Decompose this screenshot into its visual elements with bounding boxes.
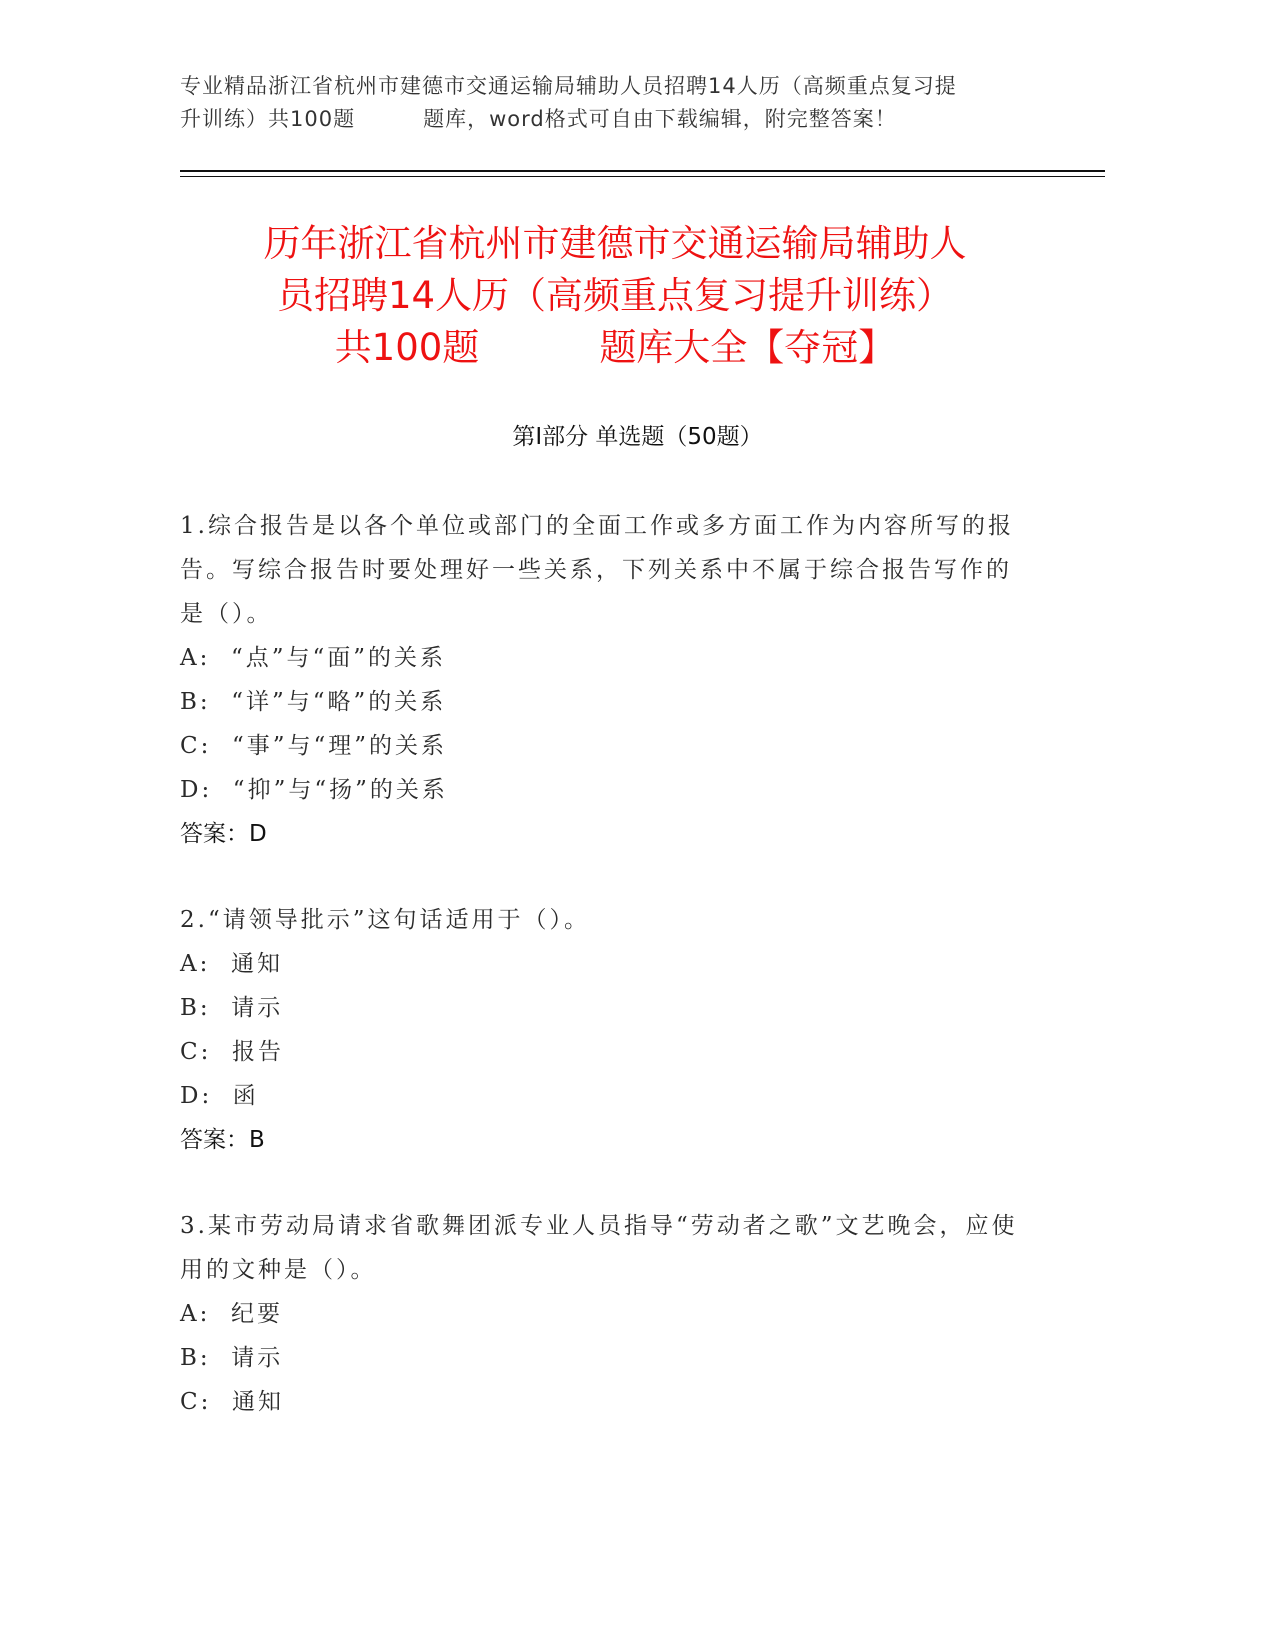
question-answer: 答案：B [180,1127,265,1153]
document-header-note [180,70,1060,136]
document-title [150,218,1080,374]
question-option: C: “事”与“理”的关系 [180,733,448,759]
title-line-1: 历年浙江省杭州市建德市交通运输局辅助人 [263,222,967,265]
section-heading: 第Ⅰ部分 单选题（50题） [512,424,763,450]
title-line-3 [150,322,1080,374]
question-stem: 1.综合报告是以各个单位或部门的全面工作或多方面工作为内容所写的报告。写综合报告时要处理好一些关系，下列关系中不属于综合报告写作的是（）。 [180,513,1014,627]
title-line-3-part-2: 题库大全【夺冠】 [599,326,896,369]
question-option: A: 通知 [180,951,283,977]
question-option: D: “抑”与“扬”的关系 [180,777,448,803]
title-line-2: 员招聘14人历（高频重点复习提升训练） [276,274,954,317]
question-stem: 2.“请领导批示”这句话适用于（）。 [180,907,590,933]
question-option: D: 函 [180,1083,259,1109]
question-option: A: “点”与“面”的关系 [180,645,447,671]
question-item [180,1204,1030,1424]
question-option: B: “详”与“略”的关系 [180,689,447,715]
question-option: B: 请示 [180,1345,284,1371]
question-answer: 答案：D [180,821,267,847]
header-line-2-part-1: 升训练）共100题 [180,107,356,131]
title-line-3-part-1: 共100题 [334,326,480,369]
question-item [180,504,1030,856]
question-option: B: 请示 [180,995,284,1021]
question-list [180,504,1030,1424]
question-option: A: 纪要 [180,1301,283,1327]
header-divider-thick [180,170,1105,172]
header-line-2-part-2: 题库，word格式可自由下载编辑，附完整答案！ [423,107,897,131]
question-stem: 3.某市劳动局请求省歌舞团派专业人员指导“劳动者之歌”文艺晚会，应使用的文种是（）。 [180,1213,1018,1283]
question-item [180,898,1030,1162]
question-option: C: 通知 [180,1389,284,1415]
header-line-1: 专业精品浙江省杭州市建德市交通运输局辅助人员招聘14人历（高频重点复习提 [180,74,957,98]
question-option: C: 报告 [180,1039,284,1065]
header-line-2 [180,103,1060,136]
header-divider-thin [180,176,1105,177]
